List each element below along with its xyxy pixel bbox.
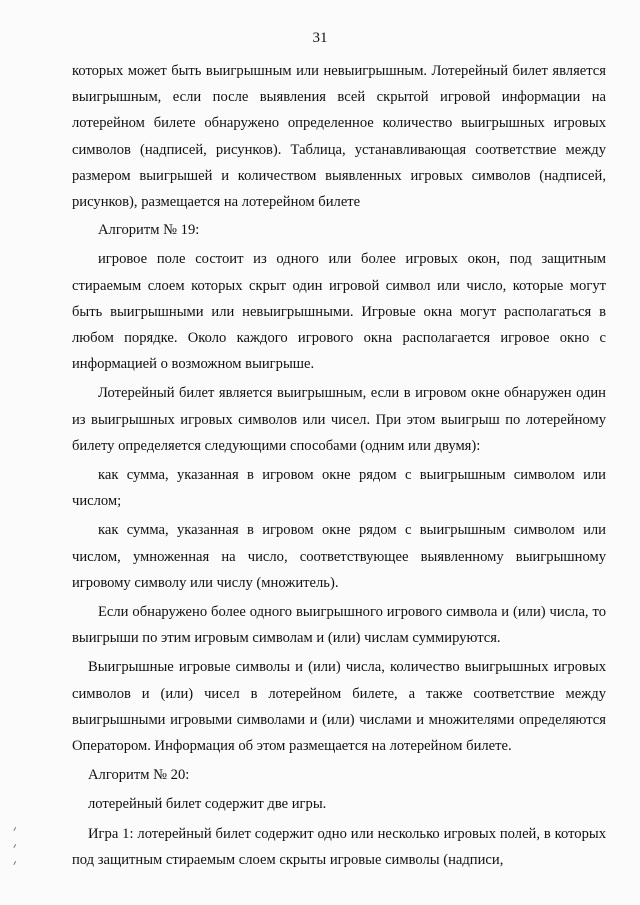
scan-artifact-mark [13,844,19,850]
paragraph-summation: Если обнаружено более одного выигрышного игрового символа и (или) числа, то выигрыши по этим игровым символам и (или) числам суммируются. [72,604,606,647]
paragraph-method-1: как сумма, указанная в игровом окне рядом с выигрышным символом или числом; [72,467,606,510]
scan-artifact-mark [13,827,19,833]
paragraph-1: которых может быть выигрышным или невыигрышным. Лотерейный билет является выигрышным, если после выявления всей скрытой игровой информации на лотерейном билете обнаружено определенное количество выигрышных игровых символов (надписей, рисунков). Таблица, устанавливающая соответствие между размером выигрышей и количеством выявленных игровых символов (надписей, рисунков), размещается на лотерейном билете [72,63,606,211]
algorithm-20-heading: Алгоритм № 20: [88,767,190,784]
paragraph-operator: Выигрышные игровые символы и (или) числа, количество выигрышных игровых символов и (или) чисел в лотерейном билете, а также соответствие между выигрышными игровыми символами и (или) числами и множителями определяются Оператором. Информация об этом размещается на лотерейном билете. [72,659,606,755]
page-number: 31 [312,30,328,46]
paragraph-winning-ticket: Лотерейный билет является выигрышным, если в игровом окне обнаружен один из выигрышных игровых символов или чисел. При этом выигрыш по лотерейному билету определяется следующими способами (одним или двумя): [72,385,606,454]
paragraph-algorithm-19: игровое поле состоит из одного или более игровых окон, под защитным стираемым слоем которых скрыт один игровой символ или число, которые могут быть выигрышными или невыигрышными. Игровые окна могут располагаться в любом порядке. Около каждого игрового окна располагается игровое окно с информацией о возможном выигрыше. [72,251,606,373]
paragraph-game-1: Игра 1: лотерейный билет содержит одно или несколько игровых полей, в которых под защитным стираемым слоем скрыты игровые символы (надписи, [72,825,606,868]
algorithm-19-heading: Алгоритм № 19: [98,222,200,239]
document-body [72,58,606,873]
paragraph-two-games: лотерейный билет содержит две игры. [88,796,327,813]
scan-artifact-mark [13,861,19,867]
paragraph-method-2: как сумма, указанная в игровом окне рядом с выигрышным символом или числом, умноженная на число, соответствующее выявленному выигрышному игровому символу или числу (множитель). [72,522,606,591]
